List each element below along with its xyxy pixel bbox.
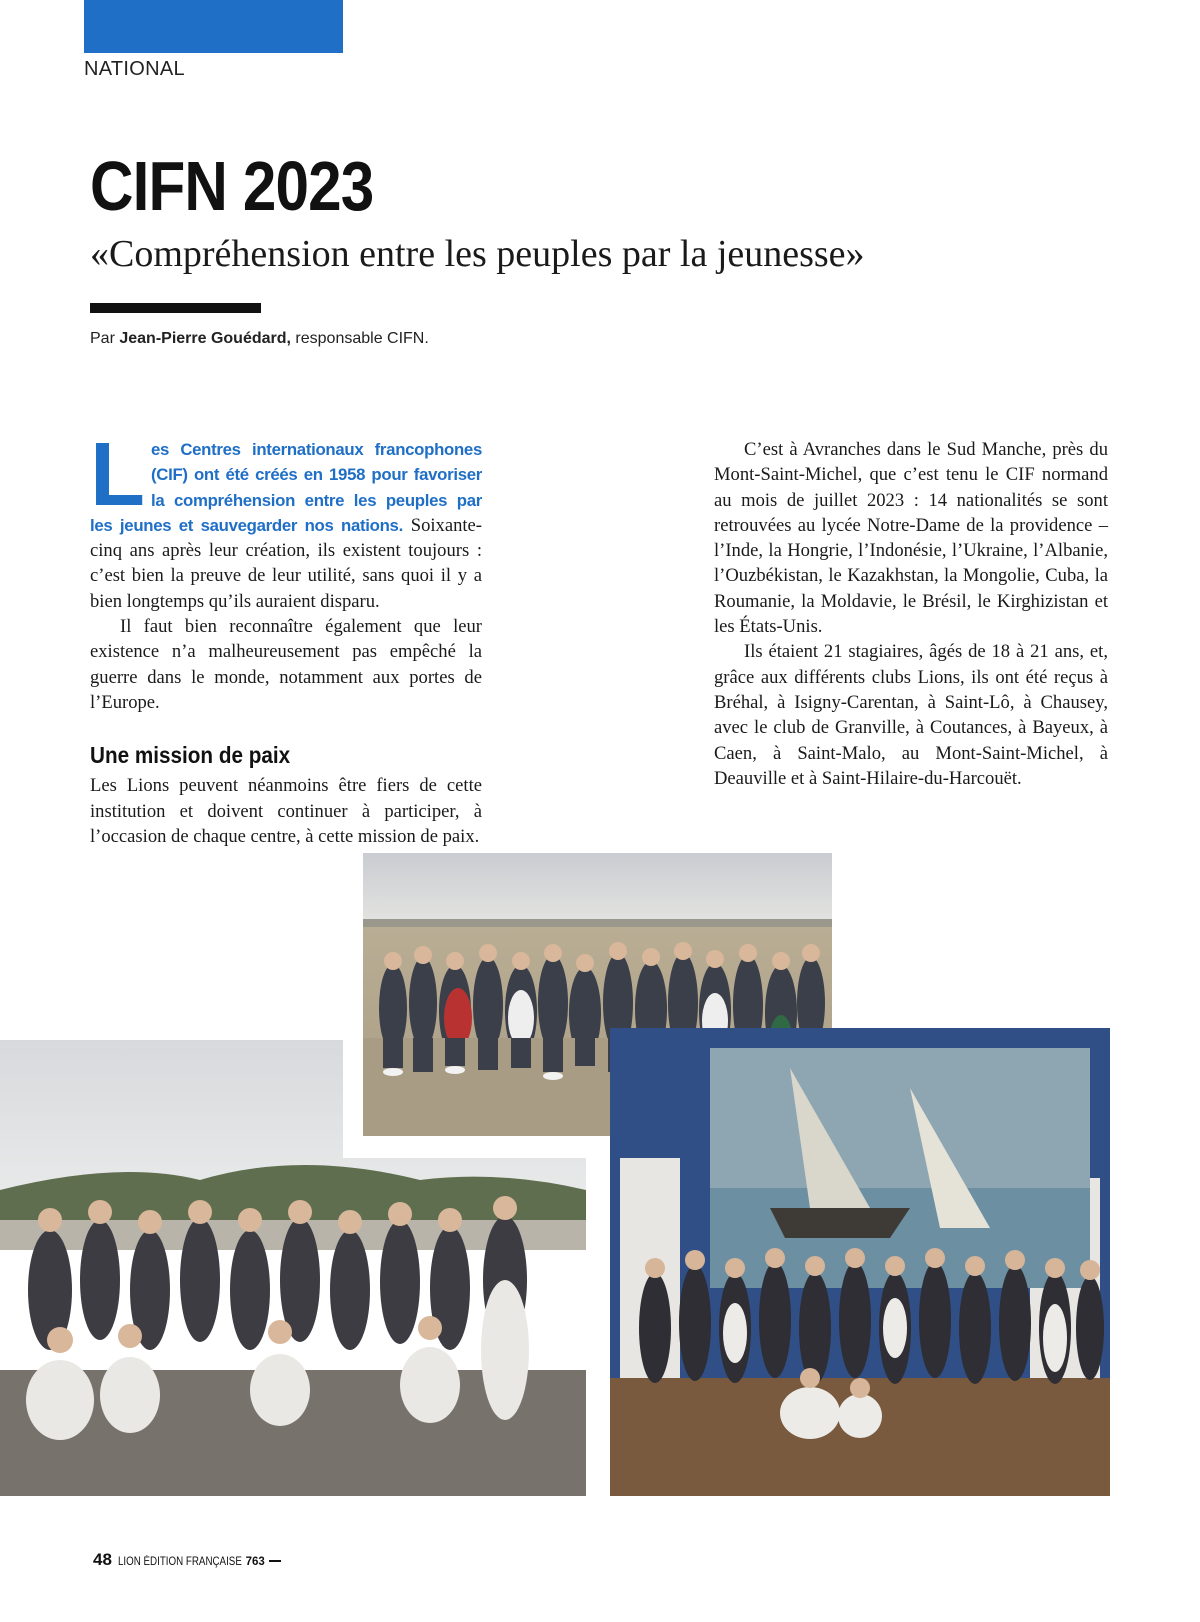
byline-author: Jean-Pierre Gouédard, [119,330,291,347]
article-subtitle: «Compréhension entre les peuples par la jeunesse» [90,233,865,275]
footer-dash [269,1560,281,1562]
publication-name: LION ÉDITION FRANÇAISE [117,1556,242,1568]
paragraph-continuation: Soixante-cinq ans après leur création, ils existent toujours : c’est bien la preuve de leur utilité, sans quoi il y a bien longtemps qu’ils auraient disparu. [90,514,482,612]
article-title: CIFN 2023 [90,147,374,225]
page-footer [93,1550,281,1570]
drop-cap: L [90,425,145,525]
group-photo-mural-hall [610,1028,1110,1496]
article-column-left [90,425,482,849]
article-paragraph: Ils étaient 21 stagiaires, âgés de 18 à 21 ans, et, grâce aux différents clubs Lions, ils ont été reçus à Bréhal, à Isigny-Carentan, à Saint-Lô, à Chausey, avec le club de Granville, à Coutances, à Bayeux, à Caen, à Saint-Malo, au Mont-Saint-Michel, à Deauville et à Saint-Hilaire-du-Harcouët. [714,641,1108,789]
title-rule [90,303,261,313]
article-paragraph: C’est à Avranches dans le Sud Manche, près du Mont-Saint-Michel, que c’est tenu le CIF normand au mois de juillet 2023 : 14 nationalités se sont retrouvées au lycée Notre-Dame de la providence – l’Inde, la Hongrie, l’Indonésie, l’Ukraine, l’Albanie, l’Ouzbékistan, le Kazakhstan, la Mongolie, Cuba, la Roumanie, la Moldavie, le Brésil, le Kirghizistan et les États-Unis. [714,439,1108,638]
article-paragraph: Il faut bien reconnaître également que leur existence n’a malheureusement pas empêché la guerre dans le monde, notamment aux portes de l’Europe. [90,616,482,713]
byline [90,330,429,348]
section-label: NATIONAL [84,58,185,80]
section-subheading: Une mission de paix [90,742,291,769]
byline-prefix: Par [90,330,120,347]
section-color-bar [84,0,343,53]
page-number: 48 [93,1550,112,1569]
issue-number: 763 [245,1556,265,1568]
lead-text: es Centres internationaux francophones (CIF) ont été créés en 1958 pour favoriser la compréhension entre les peuples par les jeunes et sauvegarder nos nations. [90,440,482,535]
article-column-right [714,437,1108,791]
byline-role: responsable CIFN. [290,330,429,347]
article-paragraph [90,425,482,614]
article-paragraph: Les Lions peuvent néanmoins être fiers de cette institution et doivent continuer à participer, à l’occasion de chaque centre, à cette mission de paix. [90,775,482,847]
